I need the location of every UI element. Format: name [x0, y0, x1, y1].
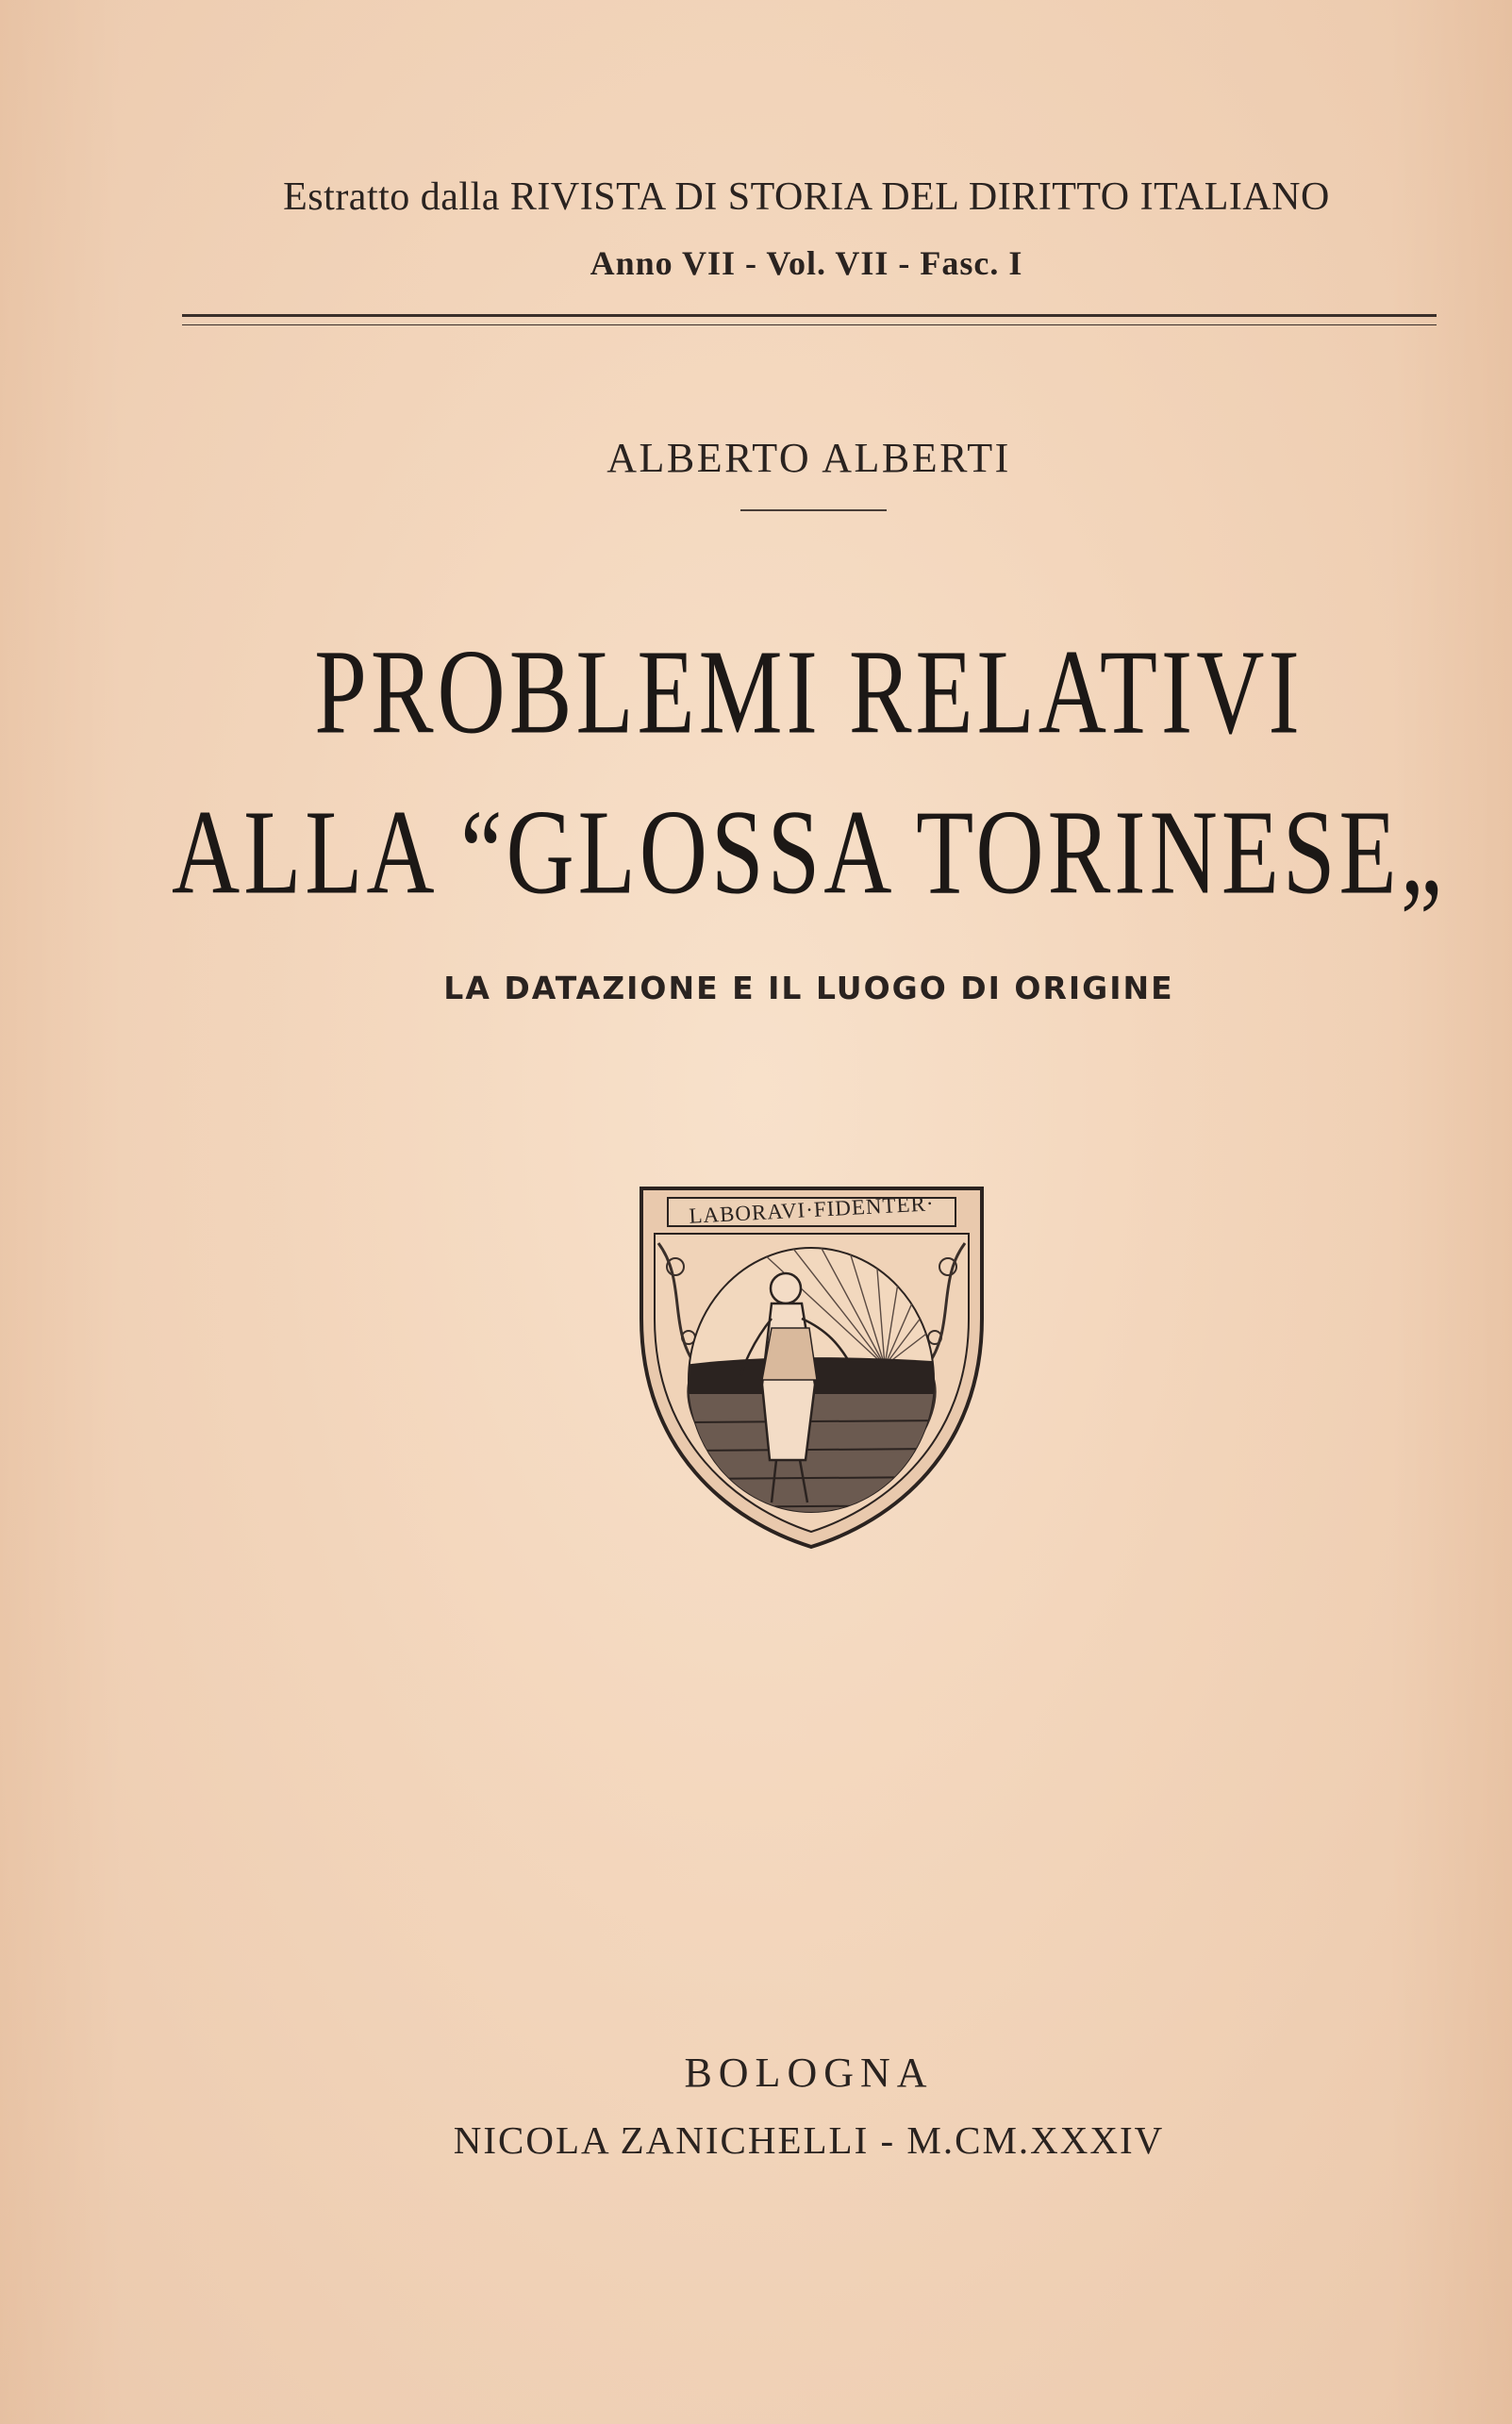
emblem-motto: LABORAVI·FIDENTER· — [688, 1191, 936, 1228]
author-name: ALBERTO ALBERTI — [606, 435, 1011, 481]
subtitle: LA DATAZIONE E IL LUOGO DI ORIGINE — [443, 970, 1174, 1006]
publisher-device-icon — [630, 1177, 993, 1554]
title-line-2: ALLA “GLOSSA TORINESE„ — [172, 785, 1446, 920]
imprint-publisher: NICOLA ZANICHELLI - M.CM.XXXIV — [453, 2118, 1165, 2162]
emblem-drawing — [630, 1177, 993, 1554]
header-double-rule — [182, 314, 1437, 325]
series-line: Estratto dalla RIVISTA DI STORIA DEL DIRITTO ITALIANO — [283, 175, 1330, 219]
author-rule — [740, 509, 887, 511]
issue-line: Anno VII - Vol. VII - Fasc. I — [590, 244, 1023, 282]
title-line-1: PROBLEMI RELATIVI — [314, 624, 1304, 759]
imprint-place: BOLOGNA — [684, 2050, 934, 2096]
